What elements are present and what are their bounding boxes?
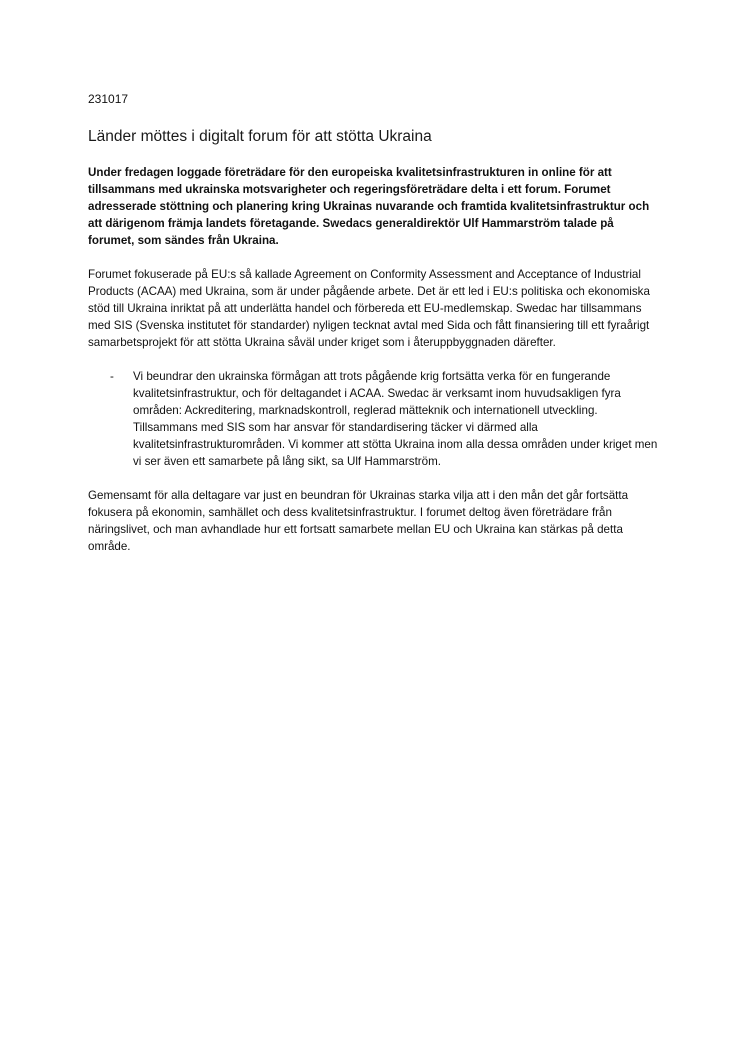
lead-paragraph: Under fredagen loggade företrädare för den europeiska kvalitetsinfrastrukturen in online för att tillsammans med ukrainska motsvarigheter och regeringsföreträdare delta i ett forum. Forumet adresserade stöttning och planering kring Ukrainas nuvarande och framtida kvalitetsinfrastruktur och att därigenom främja landets företagande. Swedacs generaldirektör Ulf Hammarström talade på forumet, som sändes från Ukraina. <box>88 166 650 247</box>
quote-item <box>88 368 660 470</box>
document-body <box>88 91 660 572</box>
document-date: 231017 <box>88 92 129 106</box>
quote-text: Vi beundrar den ukrainska förmågan att trots pågående krig fortsätta verka för en fungerande kvalitetsinfrastruktur, och för deltagandet i ACAA. Swedac är verksamt inom huvudsakligen fyra områden: Ackreditering, marknadskontroll, reglerad mätteknik och internationell utveckling. Tillsammans med SIS som har ansvar för standardisering täcker vi därmed alla kvalitetsinfrastrukturområden. Vi kommer att stötta Ukraina inom alla dessa områden under kriget men vi ser även ett samarbete på lång sikt, sa Ulf Hammarström. <box>133 370 658 468</box>
dash-bullet: - <box>110 370 114 383</box>
document-headline: Länder möttes i digitalt forum för att stötta Ukraina <box>88 128 432 145</box>
quote-list <box>88 368 660 470</box>
body-paragraph-2: Gemensamt för alla deltagare var just en beundran för Ukrainas starka vilja att i den mån det går fortsätta fokusera på ekonomin, samhället och dess kvalitetsinfrastruktur. I forumet deltog även företrädare från näringslivet, och man avhandlade hur ett fortsatt samarbete mellan EU och Ukraina kan stärkas på detta område. <box>88 489 629 553</box>
body-paragraph-1: Forumet fokuserade på EU:s så kallade Agreement on Conformity Assessment and Acceptance of Industrial Products (ACAA) med Ukraina, som är under pågående arbete. Det är ett led i EU:s politiska och ekonomiska stöd till Ukraina inriktat på att underlätta handel och förbereda ett EU-medlemskap. Swedac har tillsammans med SIS (Svenska institutet för standarder) nyligen tecknat avtal med Sida och fått finansiering till ett fyraårigt samarbetsprojekt för att stötta Ukraina såväl under kriget som i återuppbyggnaden därefter. <box>88 268 650 349</box>
